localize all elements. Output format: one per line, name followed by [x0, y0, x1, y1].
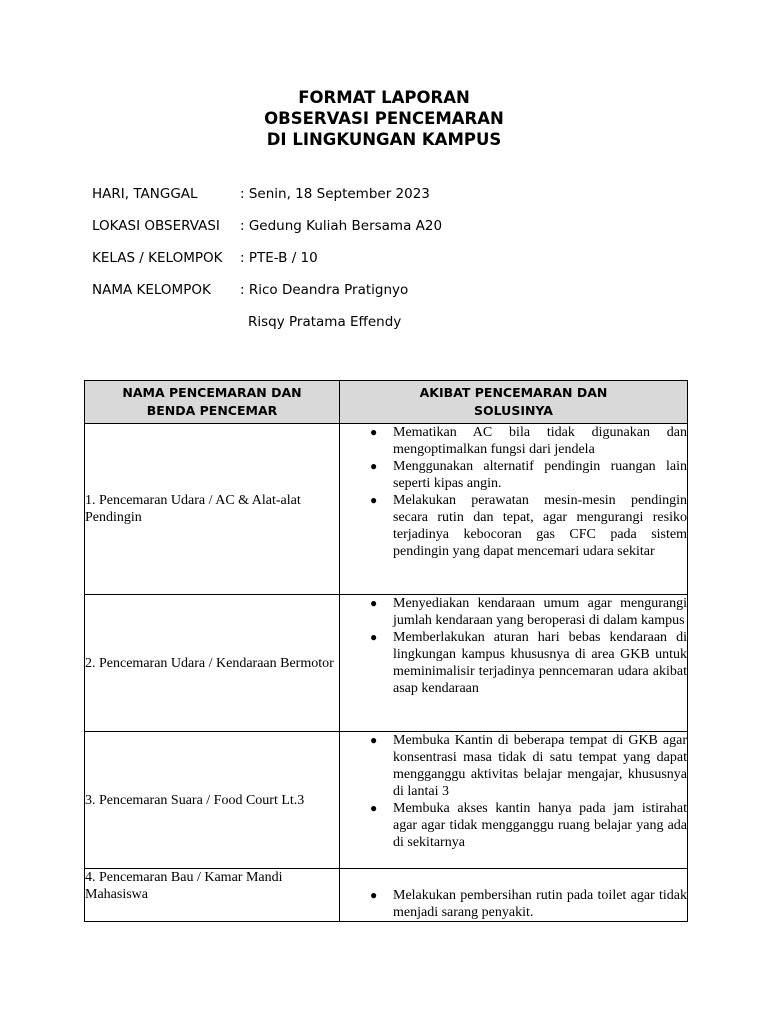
bullet-icon: ●: [370, 801, 378, 815]
observation-table: [84, 380, 688, 922]
header-pollution-name: [85, 381, 340, 424]
list-item: [340, 629, 687, 697]
list-item: [340, 800, 687, 851]
title-line-1: FORMAT LAPORAN: [298, 88, 470, 107]
header-left-line-2: BENDA PENCEMAR: [146, 403, 278, 418]
table-row: [85, 424, 688, 595]
list-item: [340, 492, 687, 560]
header-right-line-2: SOLUSINYA: [474, 403, 553, 418]
location-label: LOKASI OBSERVASI: [92, 218, 220, 234]
members-label: NAMA KELOMPOK: [92, 282, 211, 298]
day-label: HARI, TANGGAL: [92, 186, 198, 202]
list-item: [340, 424, 687, 458]
solution-text: Menyediakan kendaraan umum agar mengurangi jumlah kendaraan yang beroperasi di dalam kampus: [393, 596, 687, 628]
pollution-name-cell: 1. Pencemaran Udara / AC & Alat-alat Pendingin: [85, 424, 340, 595]
solution-text: Melakukan perawatan mesin-mesin pendingin secara rutin dan tepat, agar mengurangi resiko terjadinya kebocoran gas CFC pada sistem pendingin yang dapat mencemari udara sekitar: [393, 493, 687, 559]
solutions-cell: [340, 424, 688, 595]
solutions-list: [340, 424, 687, 560]
list-item: [340, 595, 687, 629]
solution-text: Melakukan pembersihan rutin pada toilet agar tidak menjadi sarang penyakit.: [393, 888, 687, 920]
bullet-icon: ●: [370, 733, 378, 747]
pollution-name-cell: 3. Pencemaran Suara / Food Court Lt.3: [85, 732, 340, 869]
list-item: [340, 732, 687, 800]
solutions-cell: [340, 869, 688, 922]
location-value: : Gedung Kuliah Bersama A20: [240, 218, 443, 234]
bullet-icon: ●: [370, 630, 378, 644]
document-title: [0, 87, 768, 150]
bullet-icon: ●: [370, 596, 378, 610]
day-value: : Senin, 18 September 2023: [240, 186, 430, 202]
table-row: [85, 732, 688, 869]
solutions-list: [340, 887, 687, 921]
list-item: [340, 458, 687, 492]
solution-text: Membuka akses kantin hanya pada jam istirahat agar agar tidak mengganggu ruang belajar yang ada di sekitarnya: [393, 801, 687, 850]
pollution-name-cell: 2. Pencemaran Udara / Kendaraan Bermotor: [85, 595, 340, 732]
bullet-icon: ●: [370, 425, 378, 439]
solution-text: Memberlakukan aturan hari bebas kendaraan di lingkungan kampus khususnya di area GKB untuk meminimalisir terjadinya penncemaran udara akibat asap kendaraan: [393, 630, 687, 696]
list-item: [340, 887, 687, 921]
solution-text: Mematikan AC bila tidak digunakan dan mengoptimalkan fungsi dari jendela: [393, 425, 687, 457]
bullet-icon: ●: [370, 888, 378, 902]
bullet-icon: ●: [370, 459, 378, 473]
bullet-icon: ●: [370, 493, 378, 507]
header-effect-solution: [340, 381, 688, 424]
title-line-3: DI LINGKUNGAN KAMPUS: [266, 130, 502, 149]
class-value: : PTE-B / 10: [240, 250, 318, 266]
title-line-2: OBSERVASI PENCEMARAN: [264, 109, 504, 128]
solution-text: Menggunakan alternatif pendingin ruangan lain seperti kipas angin.: [393, 459, 687, 491]
header-left-line-1: NAMA PENCEMARAN DAN: [122, 385, 302, 400]
member-2: Risqy Pratama Effendy: [248, 314, 402, 330]
table-row: [85, 595, 688, 732]
solutions-list: [340, 732, 687, 851]
solutions-cell: [340, 595, 688, 732]
solutions-list: [340, 595, 687, 697]
table-row: [85, 869, 688, 922]
pollution-name-cell: 4. Pencemaran Bau / Kamar Mandi Mahasiswa: [85, 869, 340, 922]
solutions-cell: [340, 732, 688, 869]
member-1: : Rico Deandra Pratignyo: [240, 282, 409, 298]
solution-text: Membuka Kantin di beberapa tempat di GKB agar konsentrasi masa tidak di satu tempat yang dapat mengganggu aktivitas belajar mengajar, khususnya di lantai 3: [393, 733, 687, 799]
table-header-row: [85, 381, 688, 424]
class-label: KELAS / KELOMPOK: [92, 250, 223, 266]
header-right-line-1: AKIBAT PENCEMARAN DAN: [419, 385, 608, 400]
